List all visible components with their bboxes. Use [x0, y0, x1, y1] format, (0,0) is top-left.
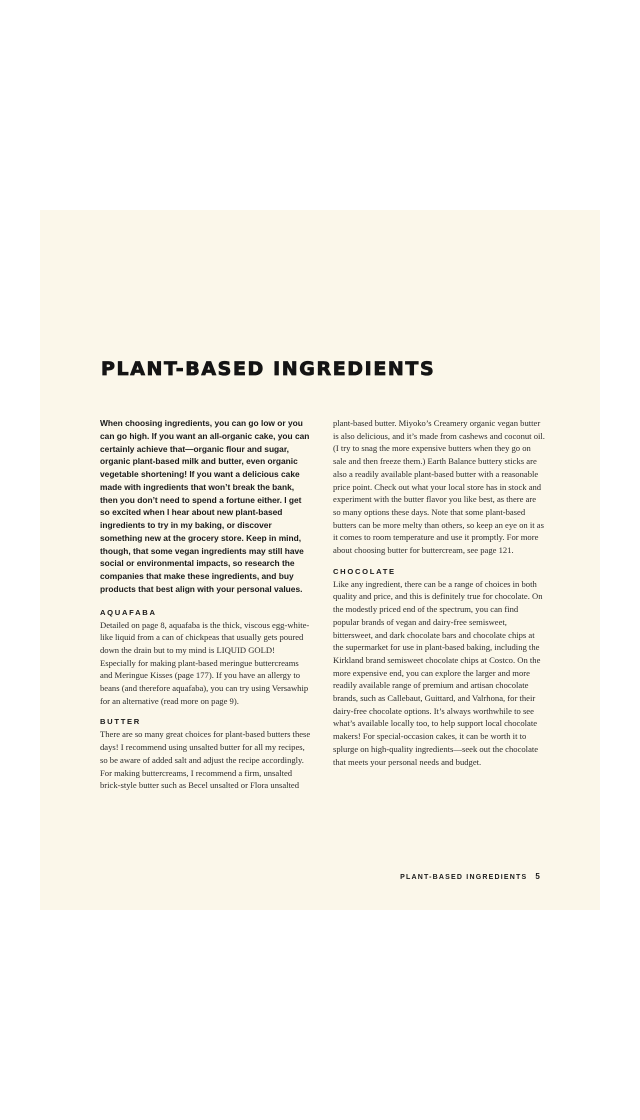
- intro-paragraph: When choosing ingredients, you can go low or you can go high. If you want an all-organic cake, you can certainly achieve that—organic flour and sugar, organic plant-based milk and butter, even organic vegetable shortening! If you want a delicious cake made with ingredients that won’t break the bank, then you don’t need to spend a fortune either. I get so excited when I hear about new plant-based ingredients to try in my baking, or discover something new at the grocery store. Keep in mind, though, that some vegan ingredients may still have social or environmental impacts, so research the companies that make these ingredients, and buy products that best align with your personal values.: [100, 418, 310, 594]
- page-footer: [400, 872, 541, 881]
- section-text-butter: There are so many great choices for plant-based butters these days! I recommend using unsalted butter for all my recipes, so be aware of added salt and adjust the recipe accordingly. For making buttercreams, I recommend a firm, unsalted brick-style butter such as Becel unsalted or Flora unsalted: [100, 729, 311, 791]
- section-heading-aquafaba: AQUAFABA: [100, 607, 157, 617]
- right-column: [333, 417, 545, 768]
- left-column: [100, 417, 312, 792]
- section-text-aquafaba: Detailed on page 8, aquafaba is the thick, viscous egg-white-like liquid from a can of chickpeas that usually gets poured down the drain but to my mind is LIQUID GOLD! Especially for making plant-based meringue buttercreams and Meringue Kisses (page 177). If you have an allergy to beans (and therefore aquafaba), you can try using Versawhip for an alternative (read more on page 9).: [100, 619, 310, 706]
- section-text-chocolate: Like any ingredient, there can be a range of choices in both quality and price, and this is definitely true for chocolate. On the modestly priced end of the spectrum, you can find popular brands of vegan and dairy-free semisweet, bittersweet, and dark chocolate bars and chocolate chips at the supermarket for use in plant-based baking, including the Kirkland brand semisweet chocolate chips at Costco. On the more expensive end, you can explore the larger and more readily available range of premium and artisan chocolate brands, such as Callebaut, Guittard, and Valrhona, for their dairy-free chocolate options. It’s always worthwhile to see what’s available locally too, to help support local chocolate makers! For special-occasion cakes, it can be worth it to splurge on high-quality ingredients—seek out the chocolate that meets your personal needs and budget.: [333, 578, 543, 767]
- page-number: 5: [535, 872, 541, 881]
- page-title: PLANT-BASED INGREDIENTS: [101, 358, 436, 380]
- section-text-butter-continued: plant-based butter. Miyoko’s Creamery organic vegan butter is also delicious, and it’s made from cashews and coconut oil. (I try to snag the more expensive butters when they go on sale and then freeze them.) Earth Balance buttery sticks are also a readily available plant-based butter with a reasonable price point. Check out what your local store has in stock and experiment with the butter flavor you like best, as there are so many options these days. Note that some plant-based butters can be more melty than others, so keep an eye on it as it comes to room temperature and use it promptly. For more about choosing butter for buttercream, see page 121.: [333, 418, 545, 556]
- section-heading-butter: BUTTER: [100, 717, 141, 727]
- book-page: [40, 210, 600, 910]
- running-head: PLANT-BASED INGREDIENTS: [400, 874, 528, 881]
- section-heading-chocolate: CHOCOLATE: [333, 566, 396, 576]
